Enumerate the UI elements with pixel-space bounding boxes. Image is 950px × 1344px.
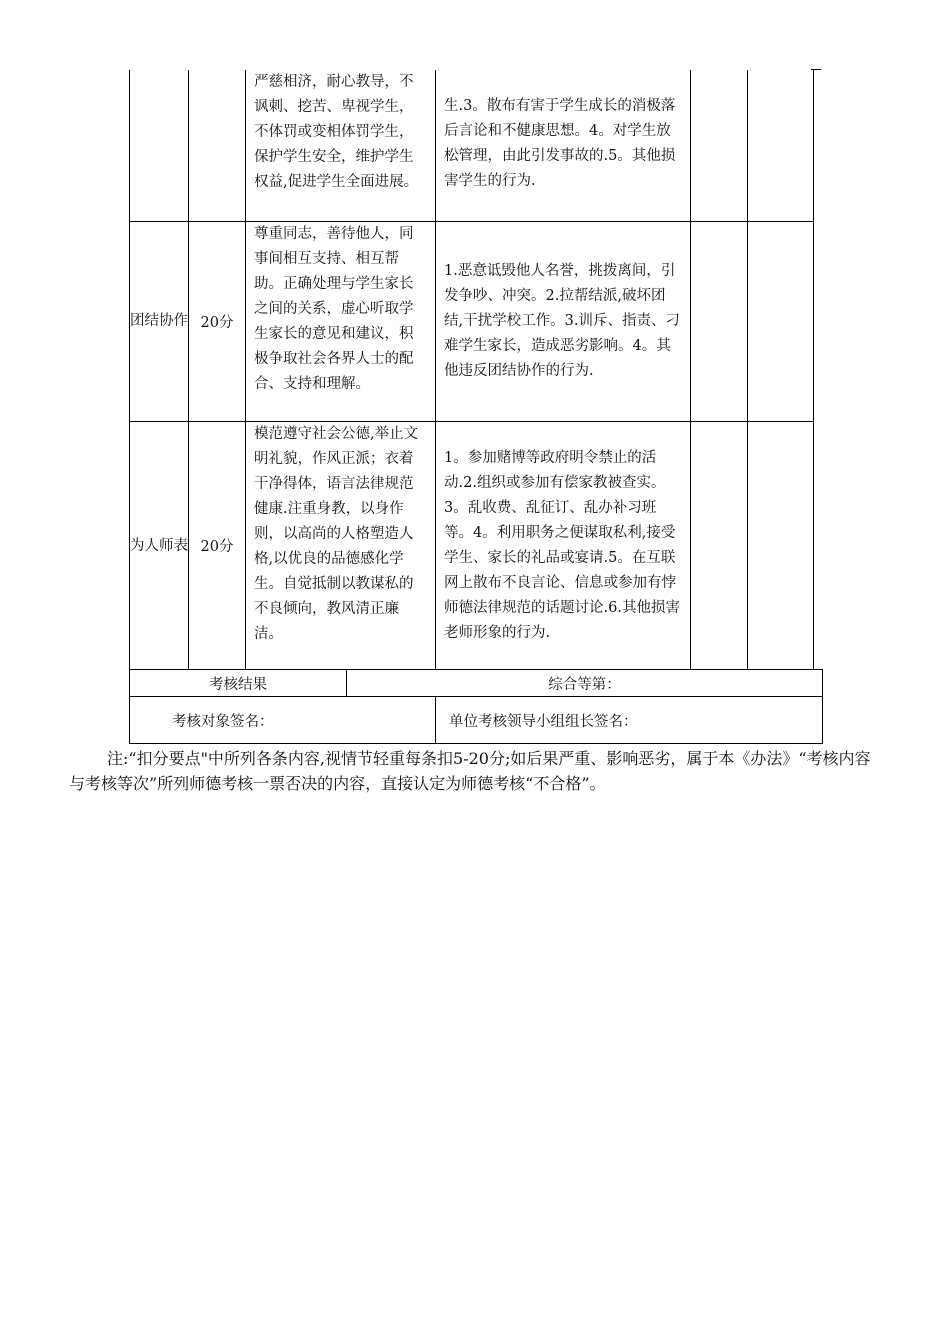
deduction-cell: 1。参加赌博等政府明令禁止的活动.2.组织或参加有偿家教被查实。3。乱收费、乱征订、乱办补习班等。4。利用职务之便谋取私利,接受学生、家长的礼品或宴请.5。在互联网上散布不良言论、信息或参加有悖师德法律规范的话题讨论.6.其他损害老师形象的行为. (436, 421, 691, 670)
ethics-assessment-table (129, 70, 814, 670)
requirement-cell: 严慈相济，耐心教导，不讽刺、挖苦、卑视学生，不体罚或变相体罚学生，保护学生安全，维护学生权益,促进学生全面进展。 (246, 70, 436, 221)
result-row (130, 670, 823, 697)
leader-signature-label: 单位考核领导小组组长签名： (436, 697, 823, 744)
score-cell (189, 70, 246, 221)
category-cell (130, 70, 189, 221)
self-score-cell (691, 70, 748, 221)
signature-row (130, 697, 823, 744)
category-cell: 为人师表 (130, 421, 189, 670)
requirement-cell: 模范遵守社会公德,举止文明礼貌，作风正派；衣着干净得体，语言法律规范健康.注重身教，以身作则，以高尚的人格塑造人格,以优良的品德感化学生。自觉抵制以教谋私的不良倾向，教风清正廉洁。 (246, 421, 436, 670)
assessment-result-table (129, 669, 823, 744)
deduction-cell: 生.3。散布有害于学生成长的消极落后言论和不健康思想。4。对学生放松管理，由此引发事故的.5。其他损害学生的行为. (436, 70, 691, 221)
assessor-score-cell (748, 70, 814, 221)
table-row (130, 421, 814, 670)
self-score-cell (691, 421, 748, 670)
score-cell: 20分 (189, 221, 246, 421)
footnote (69, 746, 882, 796)
requirement-cell: 尊重同志，善待他人，同事间相互支持、相互帮助。正确处理与学生家长之间的关系，虚心听取学生家长的意见和建议，积极争取社会各界人士的配合、支持和理解。 (246, 221, 436, 421)
subject-signature-label: 考核对象签名： (130, 697, 436, 744)
deduction-cell: 1.恶意诋毁他人名誉，挑拨离间，引发争吵、冲突。2.拉帮结派,破坏团结,干扰学校工作。3.训斥、指责、刁难学生家长，造成恶劣影响。4。其他违反团结协作的行为. (436, 221, 691, 421)
assessor-score-cell (748, 221, 814, 421)
footnote-text: 注:“扣分要点"中所列各条内容,视情节轻重每条扣5-20分;如后果严重、影响恶劣，属于本《办法》“考核内容与考核等次”所列师德考核一票否决的内容，直接认定为师德考核“不合格”。 (69, 749, 871, 793)
result-label: 考核结果 (130, 670, 347, 697)
assessor-score-cell (748, 421, 814, 670)
table-row (130, 70, 814, 221)
self-score-cell (691, 221, 748, 421)
table-row (130, 221, 814, 421)
score-cell: 20分 (189, 421, 246, 670)
grade-label: 综合等第： (347, 670, 823, 697)
category-cell: 团结协作 (130, 221, 189, 421)
